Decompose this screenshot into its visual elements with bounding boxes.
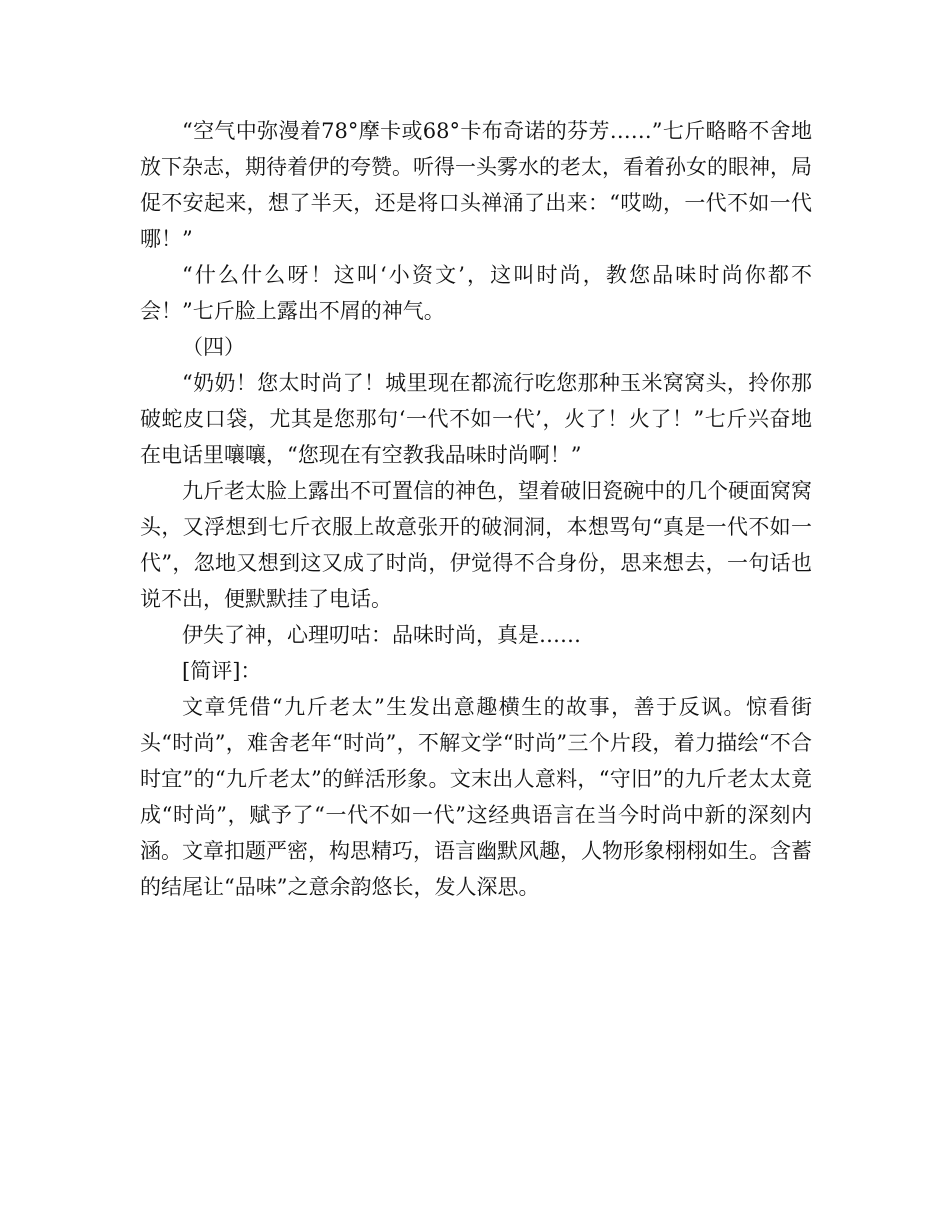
document-body	[140, 113, 812, 905]
paragraph-petty-bourgeois-prose: “什么什么呀！这叫‘小资文’，这叫时尚，教您品味时尚你都不会！”七斤脸上露出不屑的神气。	[140, 263, 812, 323]
paragraph-phone-call: “奶奶！您太时尚了！城里现在都流行吃您那种玉米窝窝头，拎你那破蛇皮口袋，尤其是您那句‘一代不如一代’，火了！火了！”七斤兴奋地在电话里嚷嚷，“您现在有空教我品味时尚啊！”	[140, 371, 812, 467]
paragraph-coffee-magazine: “空气中弥漫着78°摩卡或68°卡布奇诺的芬芳……”七斤略略不舍地放下杂志，期待着伊的夸赞。听得一头雾水的老太，看着孙女的眼神，局促不安起来，想了半天，还是将口头禅涌了出来：“哎呦，一代不如一代哪！”	[140, 119, 812, 251]
section-heading-four: （四）	[182, 335, 245, 359]
paragraph-commentary: 文章凭借“九斤老太”生发出意趣横生的故事，善于反讽。惊看街头“时尚”，难舍老年“时尚”，不解文学“时尚”三个片段，着力描绘“不合时宜”的“九斤老太”的鲜活形象。文末出人意料，“守旧”的九斤老太太竟成“时尚”，赋予了“一代不如一代”这经典语言在当今时尚中新的深刻内涵。文章扣题严密，构思精巧，语言幽默风趣，人物形象栩栩如生。含蓄的结尾让“品味”之意余韵悠长，发人深思。	[140, 695, 812, 899]
paragraph-grandmother-reaction: 九斤老太脸上露出不可置信的神色，望着破旧瓷碗中的几个硬面窝窝头，又浮想到七斤衣服上故意张开的破洞洞，本想骂句“真是一代不如一代”，忽地又想到这又成了时尚，伊觉得不合身份，思来想去，一句话也说不出，便默默挂了电话。	[140, 479, 812, 611]
paragraph-lost-in-thought: 伊失了神，心理叨咕：品味时尚，真是……	[182, 623, 581, 647]
brief-comment-heading: [简评]：	[182, 659, 262, 683]
